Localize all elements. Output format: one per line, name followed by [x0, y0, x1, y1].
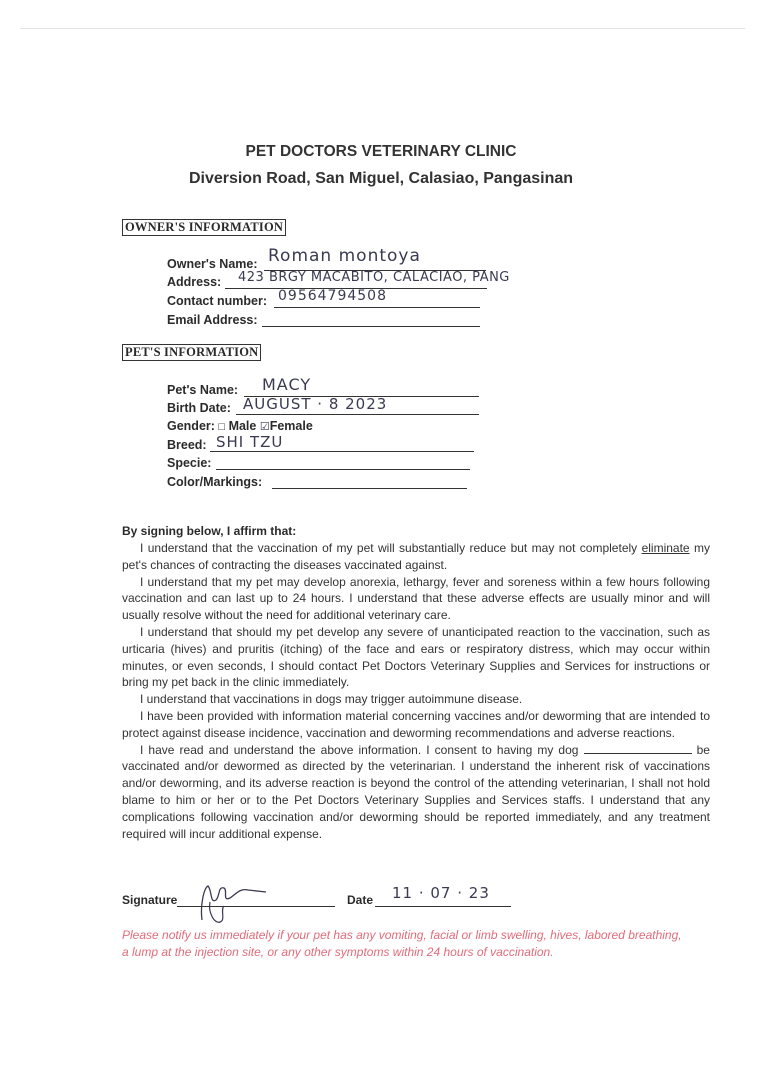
page-top-rule — [20, 28, 745, 29]
pet-section-heading: PET'S INFORMATION — [122, 344, 261, 361]
affirmation-paragraph-5: I have been provided with information material concerning vaccines and/or deworming that are intended to protect against disease incidence, vaccination and deworming recommendations and adverse reactions. — [122, 708, 710, 740]
date-line — [375, 906, 511, 907]
birth-date-label: Birth Date: — [167, 401, 231, 415]
handwritten-signature — [190, 880, 280, 930]
affirmation-paragraph-1: I understand that the vaccination of my pet will substantially reduce but may not completely eliminate my pet's chances of contracting the diseases vaccinated against. — [122, 541, 710, 572]
email-address-label: Email Address: — [167, 313, 258, 327]
gender-row — [167, 419, 313, 433]
contact-number-label: Contact number: — [167, 294, 267, 308]
color-markings-label: Color/Markings: — [167, 475, 263, 489]
date-value[interactable]: 11 · 07 · 23 — [392, 884, 490, 902]
gender-male-checkbox[interactable]: □ — [218, 421, 226, 433]
underlined-word: eliminate — [641, 541, 690, 555]
breed-value[interactable]: SHI TZU — [216, 433, 284, 451]
clinic-name: PET DOCTORS VETERINARY CLINIC — [245, 143, 517, 160]
pet-name-label: Pet's Name: — [167, 383, 239, 397]
owner-address-value[interactable]: 423 BRGY MACABITO, CALACIAO, PANG — [238, 270, 510, 285]
owner-address-label: Address: — [167, 275, 222, 289]
affirmation-heading: By signing below, I affirm that: — [122, 524, 297, 538]
post-vaccination-notice: Please notify us immediately if your pet has any vomiting, facial or limb swelling, hives, labored breathing, a lump at the injection site, or any other symptoms within 24 hours of vaccination. — [122, 928, 682, 959]
gender-male-label: Male — [228, 419, 257, 433]
specie-line[interactable] — [216, 469, 470, 470]
affirmation-paragraph-4: I understand that vaccinations in dogs may trigger autoimmune disease. — [140, 692, 523, 707]
email-address-line[interactable] — [262, 326, 480, 327]
affirmation-paragraph-2: I understand that my pet may develop anorexia, lethargy, fever and soreness within a few hours following vaccination and can last up to 24 hours. I understand that these adverse effects are usually minor and will usually resolve without the need for additional veterinary care. — [122, 574, 710, 623]
affirmation-body — [122, 540, 710, 842]
clinic-address: Diversion Road, San Miguel, Calasiao, Pangasinan — [188, 170, 574, 187]
affirmation-paragraph-3: I understand that should my pet develop any severe of unanticipated reaction to the vaccination, such as urticaria (hives) and pruritis (itching) of the face and ears or respiratory distress, which may occur within minutes, or even seconds, I should contact Pet Doctors Veterinary Supplies and Services for instructions or bring my pet back in the clinic immediately. — [122, 624, 710, 690]
breed-label: Breed: — [167, 438, 207, 452]
birth-date-line — [236, 414, 479, 415]
birth-date-value[interactable]: AUGUST · 8 2023 — [243, 395, 388, 413]
owner-section-heading: OWNER'S INFORMATION — [122, 219, 286, 236]
color-markings-line[interactable] — [272, 488, 467, 489]
contact-number-value[interactable]: 09564794508 — [278, 288, 387, 304]
gender-female-label: Female — [269, 419, 313, 433]
pet-name-value[interactable]: MACY — [262, 375, 312, 394]
specie-label: Specie: — [167, 456, 212, 470]
owner-name-value[interactable]: Roman montoya — [268, 246, 421, 266]
dog-name-blank[interactable] — [584, 743, 692, 754]
affirmation-paragraph-6: I have read and understand the above information. I consent to having my dog be vaccinated and/or dewormed as directed by the veterinarian. I understand the inherent risk of vaccinations and/or deworming, and its adverse reaction is beyond the control of the attending veterinarian, I shall not hold blame to him or her or to the Pet Doctors Veterinary Supplies and Services staffs. I understand that any complications following vaccination and/or deworming should be reported immediately, and any treatment required will incur additional expense. — [122, 742, 710, 841]
gender-label: Gender: — [167, 419, 215, 433]
breed-line — [210, 451, 474, 452]
owner-name-label: Owner's Name: — [167, 257, 258, 271]
gender-female-checkbox[interactable]: ☑ — [259, 421, 270, 433]
signature-label: Signature — [122, 893, 178, 907]
contact-number-line — [274, 307, 480, 308]
date-label: Date — [347, 893, 374, 907]
